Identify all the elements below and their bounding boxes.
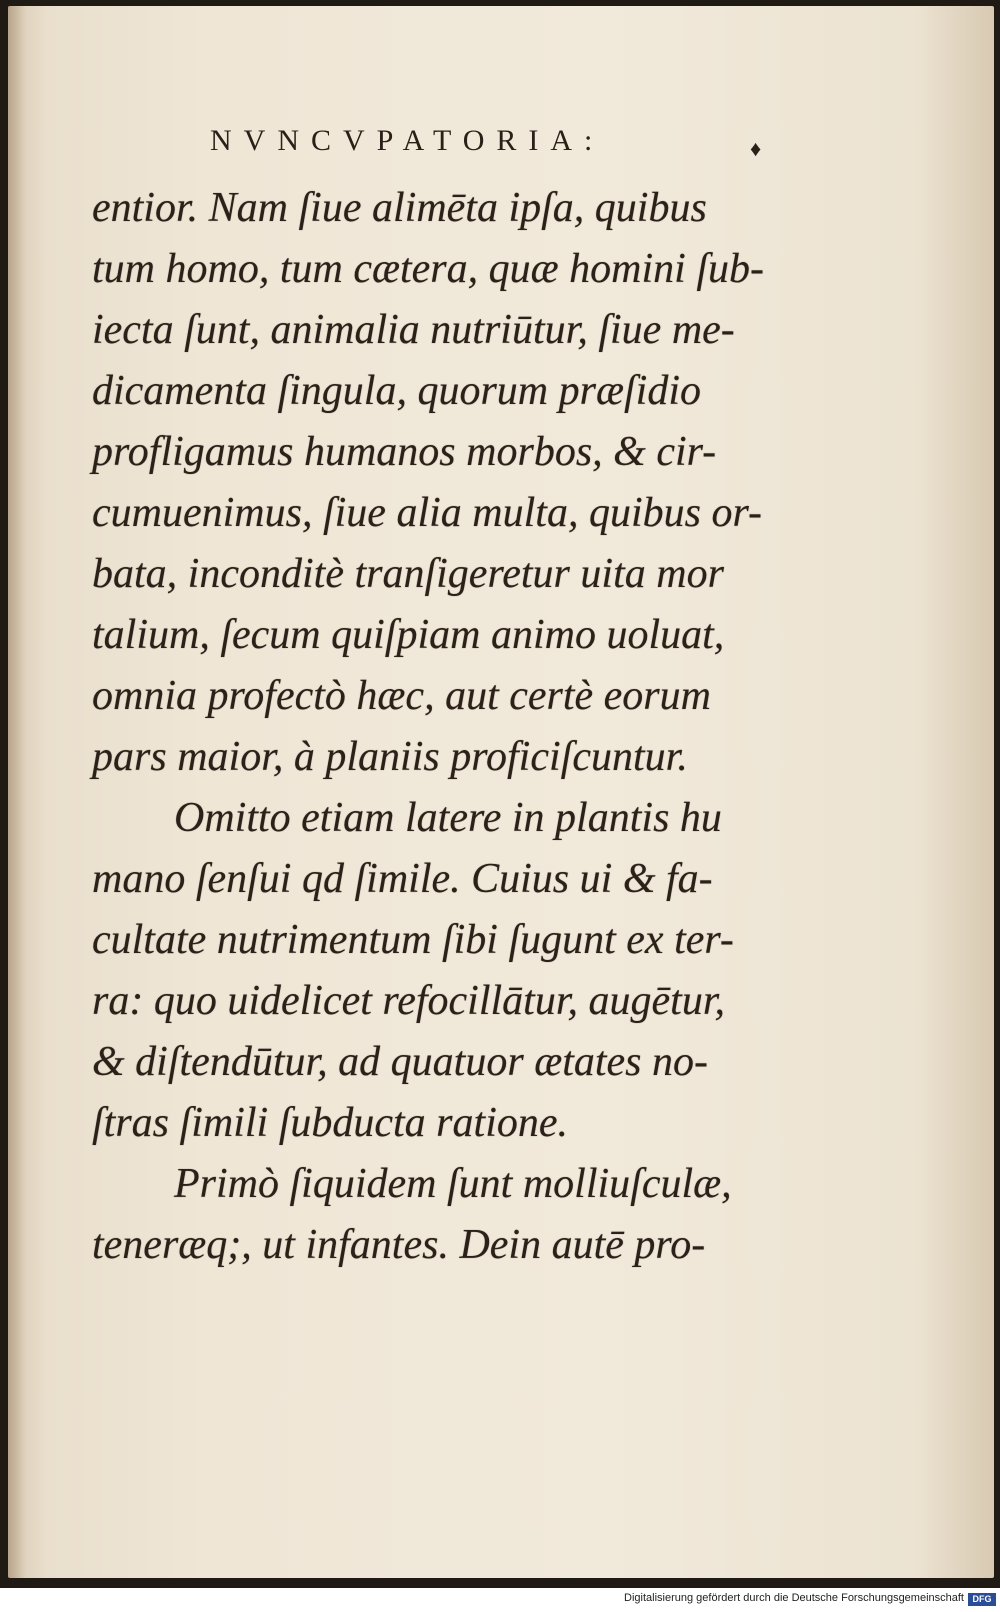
running-title: NVNCVPATORIA: bbox=[210, 124, 605, 157]
text-line: ſtras ſimili ſubducta ratione. bbox=[92, 1100, 569, 1146]
text-line: cultate nutrimentum ſibi ſugunt ex ter- bbox=[92, 917, 734, 963]
text-line: tum homo, tum cætera, quæ homini ſub- bbox=[92, 246, 764, 292]
text-line: & diſtendūtur, ad quatuor ætates no- bbox=[92, 1039, 709, 1085]
text-line: ra: quo uidelicet refocillātur, augētur, bbox=[92, 978, 726, 1024]
text-line: bata, inconditè tranſigeretur uita mor bbox=[92, 551, 724, 597]
text-line: cumuenimus, ſiue alia multa, quibus or- bbox=[92, 490, 762, 536]
folio-mark: ♦ bbox=[750, 136, 762, 161]
text-line: pars maior, à planiis proficiſcuntur. bbox=[92, 734, 688, 780]
text-line: teneræq;, ut infantes. Dein autē pro- bbox=[92, 1222, 706, 1268]
funding-credit: Digitalisierung gefördert durch die Deutsche Forschungsgemeinschaft bbox=[624, 1592, 964, 1604]
body-text bbox=[92, 178, 792, 1276]
dfg-logo: DFG bbox=[968, 1593, 996, 1606]
paragraph-start-line: Omitto etiam latere in plantis hu bbox=[174, 795, 722, 841]
text-line: iecta ſunt, animalia nutriūtur, ſiue me- bbox=[92, 307, 735, 353]
text-line: dicamenta ſingula, quorum præſidio bbox=[92, 368, 701, 414]
paragraph-start-line: Primò ſiquidem ſunt molliuſculæ, bbox=[174, 1161, 732, 1207]
footer-bar bbox=[0, 1588, 1000, 1612]
text-line: omnia profectò hæc, aut certè eorum bbox=[92, 673, 711, 719]
text-line: mano ſenſui qd ſimile. Cuius ui & fa- bbox=[92, 856, 713, 902]
text-line: talium, ſecum quiſpiam animo uoluat, bbox=[92, 612, 725, 658]
text-line: profligamus humanos morbos, & cir- bbox=[92, 429, 717, 475]
gutter-shadow bbox=[8, 6, 26, 1578]
text-line: entior. Nam ſiue alimēta ipſa, quibus bbox=[92, 185, 707, 231]
